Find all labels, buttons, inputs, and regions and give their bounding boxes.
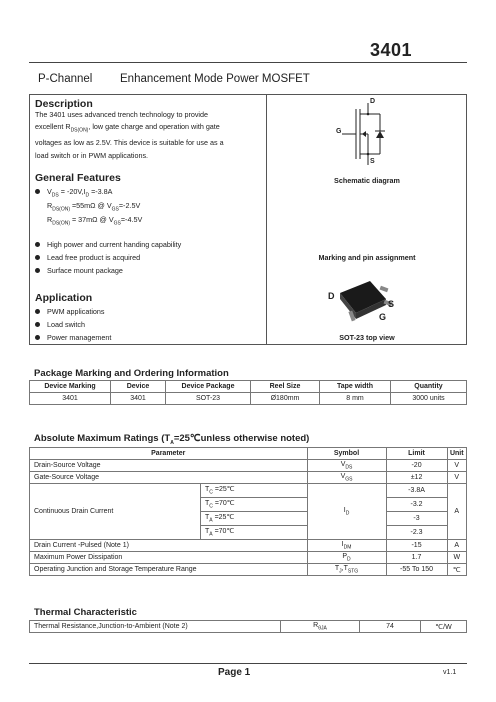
- bullet-icon: [35, 242, 40, 247]
- table-cell: ℃: [447, 564, 466, 576]
- table-row: [30, 564, 467, 576]
- application-heading: Application: [35, 292, 93, 304]
- table-cell: Maximum Power Dissipation: [30, 552, 308, 564]
- table-row: [30, 484, 467, 498]
- table-cell: ±12: [386, 472, 447, 484]
- table-header-cell: Quantity: [391, 381, 467, 393]
- ordering-title: Package Marking and Ordering Information: [34, 368, 229, 379]
- table-cell: V: [447, 460, 466, 472]
- bullet-icon: [35, 255, 40, 260]
- table-cell: $R_{\theta JA}$: [281, 621, 360, 633]
- table-cell: 8 mm: [320, 393, 391, 405]
- package-pin-g: G: [379, 312, 387, 322]
- bullet-icon: [35, 322, 40, 327]
- table-header-row: [30, 381, 467, 393]
- thermal-table: [29, 620, 467, 633]
- table-cell: 3000 units: [391, 393, 467, 405]
- table-cell: -3: [386, 512, 447, 526]
- package-pin-d: D: [328, 291, 335, 301]
- table-cell: $T_J,T_{STG}$: [307, 564, 386, 576]
- description-heading: Description: [35, 98, 93, 110]
- table-row: [30, 472, 467, 484]
- table-cell: W: [447, 552, 466, 564]
- package-view-caption: SOT-23 top view: [339, 333, 395, 342]
- description-line: excellent $R_{DS(ON)}$, low gate charge and operation with gate: [35, 122, 220, 134]
- table-cell: 3401: [111, 393, 166, 405]
- package-caption: Marking and pin assignment: [318, 253, 416, 262]
- feature-item: $R_{DS(ON)} = 37m\Omega$ @ $V_{GS}=-4.5V$: [47, 215, 143, 227]
- table-cell: Continuous Drain Current: [30, 484, 201, 540]
- thermal-title: Thermal Characteristic: [34, 607, 137, 618]
- bullet-icon: [35, 309, 40, 314]
- part-number: 3401: [370, 40, 413, 60]
- feature-item: $V_{DS} = -20V,I_D =-3.8A$: [35, 187, 112, 198]
- application-item: Load switch: [35, 320, 85, 329]
- table-cell: Operating Junction and Storage Temperature Range: [30, 564, 308, 576]
- schematic-pin-d: D: [370, 98, 376, 105]
- version-label: v1.1: [443, 669, 457, 676]
- table-cell: $P_D$: [307, 552, 386, 564]
- schematic-pin-s: S: [370, 158, 375, 165]
- table-row: [30, 460, 467, 472]
- table-row: [30, 393, 467, 405]
- table-cell: -15: [386, 540, 447, 552]
- table-header-cell: Unit: [447, 448, 466, 460]
- feature-item: High power and current handing capability: [35, 240, 181, 249]
- table-cell: SOT-23: [166, 393, 251, 405]
- application-item: Power management: [35, 333, 111, 342]
- bullet-icon: [35, 268, 40, 273]
- header-rule: [29, 62, 467, 63]
- application-item: PWM applications: [35, 307, 105, 316]
- table-cell: -2.3: [386, 526, 447, 540]
- ratings-title: Absolute Maximum Ratings ($T_A=25℃unless$ otherwise noted): [34, 433, 310, 446]
- table-header-row: [30, 448, 467, 460]
- table-cell: $T_A$ =25℃: [201, 512, 308, 526]
- schematic-pin-g: G: [336, 128, 342, 135]
- table-cell: ℃/W: [421, 621, 467, 633]
- table-header-cell: Device: [111, 381, 166, 393]
- table-cell: V: [447, 472, 466, 484]
- table-cell: A: [447, 484, 466, 540]
- table-cell: $T_A$ =70℃: [201, 526, 308, 540]
- table-cell: $I_{DM}$: [307, 540, 386, 552]
- table-row: [30, 540, 467, 552]
- table-cell: A: [447, 540, 466, 552]
- sot23-package-icon: [328, 275, 408, 330]
- table-cell: -3.8A: [386, 484, 447, 498]
- description-text: [35, 109, 265, 162]
- package-pin-s: S: [388, 299, 395, 309]
- table-cell: 74: [360, 621, 421, 633]
- schematic-caption: Schematic diagram: [334, 176, 400, 185]
- table-row: [30, 552, 467, 564]
- table-cell: Drain-Source Voltage: [30, 460, 308, 472]
- description-line: load switch or in PWM applications.: [35, 150, 149, 160]
- bullet-icon: [35, 335, 40, 340]
- table-cell: Gate-Source Voltage: [30, 472, 308, 484]
- feature-item: Surface mount package: [35, 266, 123, 275]
- overview-box: [29, 94, 467, 345]
- feature-item: Lead free product is acquired: [35, 253, 140, 262]
- table-cell: Thermal Resistance,Junction-to-Ambient (Note 2): [30, 621, 281, 633]
- description-line: voltages as low as 2.5V. This device is suitable for use as a: [35, 138, 224, 148]
- table-header-cell: Tape width: [320, 381, 391, 393]
- table-cell: 3401: [30, 393, 111, 405]
- page-number: Page 1: [218, 667, 251, 678]
- table-cell: $I_D$: [307, 484, 386, 540]
- table-cell: $V_{GS}$: [307, 472, 386, 484]
- table-cell: $T_C$ =70℃: [201, 498, 308, 512]
- table-cell: -3.2: [386, 498, 447, 512]
- device-subtitle: Enhancement Mode Power MOSFET: [120, 73, 310, 85]
- table-header-cell: Reel Size: [251, 381, 320, 393]
- feature-item: $R_{DS(ON)} =55m\Omega$ @ $V_{GS}=-2.5V$: [47, 201, 141, 213]
- footer-rule: [29, 663, 467, 664]
- table-cell: 1.7: [386, 552, 447, 564]
- table-header-cell: Device Package: [166, 381, 251, 393]
- table-cell: Ø180mm: [251, 393, 320, 405]
- table-header-cell: Parameter: [30, 448, 308, 460]
- box-divider: [266, 95, 267, 344]
- table-header-cell: Device Marking: [30, 381, 111, 393]
- table-cell: -20: [386, 460, 447, 472]
- table-cell: $T_C$ =25℃: [201, 484, 308, 498]
- ratings-table: [29, 447, 467, 576]
- description-line: The 3401 uses advanced trench technology to provide: [35, 110, 209, 119]
- table-header-cell: Limit: [386, 448, 447, 460]
- table-row: [30, 621, 467, 633]
- ordering-table: [29, 380, 467, 405]
- table-cell: Drain Current -Pulsed (Note 1): [30, 540, 308, 552]
- features-heading: General Features: [35, 172, 121, 184]
- bullet-icon: [35, 189, 40, 194]
- channel-type: P-Channel: [38, 73, 93, 85]
- table-cell: -55 To 150: [386, 564, 447, 576]
- table-header-cell: Symbol: [307, 448, 386, 460]
- table-cell: $V_{DS}$: [307, 460, 386, 472]
